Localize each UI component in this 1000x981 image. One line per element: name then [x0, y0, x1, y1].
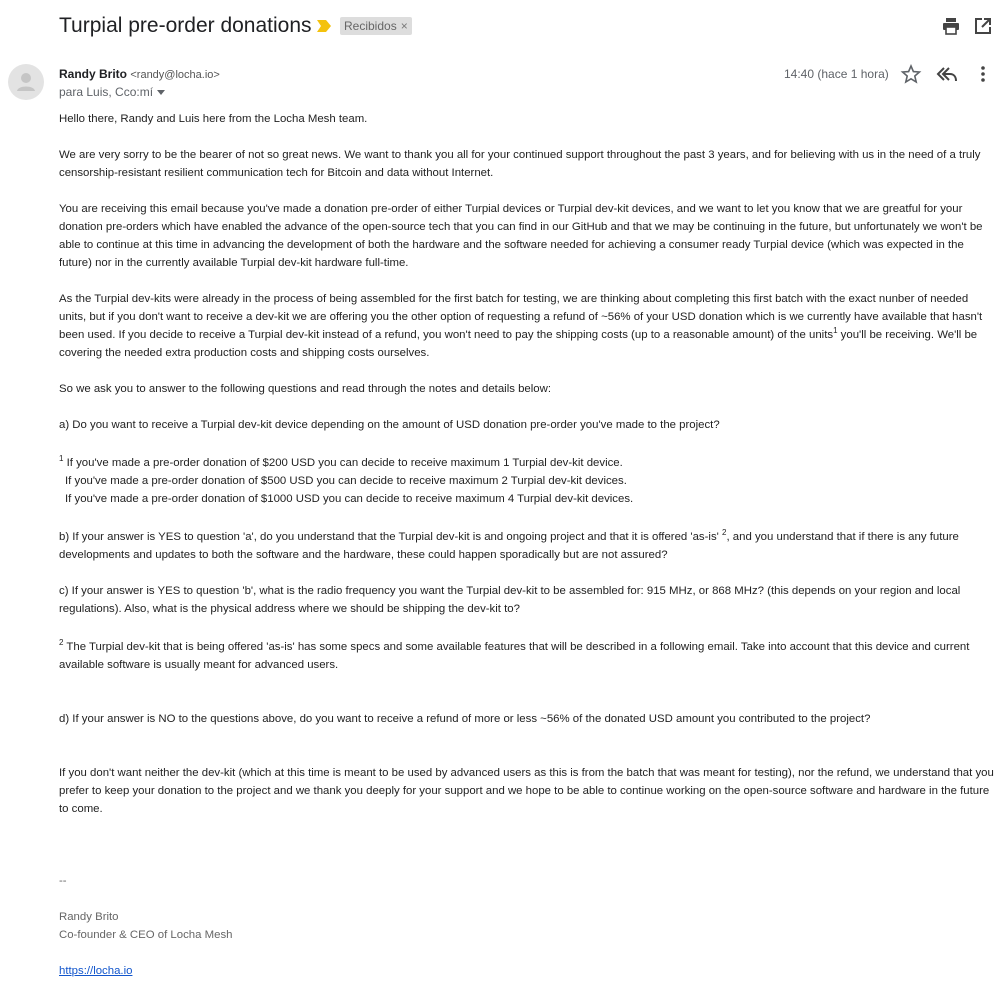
footnote-ref-2: 2 [722, 528, 727, 538]
label-chip-recibidos[interactable] [340, 17, 412, 35]
footnote-1-line-2: If you've made a pre-order donation of $500 USD you can decide to receive maximum 2 Turpial dev-kit devices. [65, 475, 627, 487]
paragraph-2: You are receiving this email because you've made a donation pre-order of either Turpial devices or Turpial dev-kit devices, and we want to let you know that we are greatful for your donation pre-orders which have enabled the advance of the open-source tech that you can find in our GitHub and that we may be continuing in the future, but unfortunately we won't be able to continue at this time in advancing the development of both the hardware and the software needed for achieving a consumer ready Turpial device (which was expected in the future) nor in the currently available Turpial dev-kit hardware full-time. [59, 203, 983, 269]
paragraph-4: So we ask you to answer to the following questions and read through the notes and details below: [59, 383, 552, 395]
recipients-toggle[interactable] [59, 85, 165, 99]
paragraph-3-text-b: you'll be receiving. We'll be covering the needed extra production costs and shipping costs ourselves. [59, 329, 978, 359]
question-c: c) If your answer is YES to question 'b', what is the radio frequency you want the Turpial dev-kit to be assembled for: 915 MHz, or 868 MHz? (this depends on your region and local regulations). Also, what is the physical address where we should be shipping the dev-kit to? [59, 585, 961, 615]
signature-separator: -- [59, 875, 67, 887]
open-in-new-window-icon[interactable] [973, 16, 993, 36]
email-body [59, 110, 995, 980]
sender-line [59, 67, 220, 81]
footnote-1-line-3: If you've made a pre-order donation of $1000 USD you can decide to receive maximum 4 Turpial dev-kit devices. [65, 493, 634, 505]
subject-row [59, 12, 990, 42]
question-d: d) If your answer is NO to the questions above, do you want to receive a refund of more or less ~56% of the donated USD amount you contributed to the project? [59, 713, 871, 725]
question-b-text-b: , and you understand that if there is any future developments and updates to both the software and the hardware, these could happen sporadically but are not assured? [59, 531, 959, 561]
avatar-icon[interactable] [8, 64, 44, 100]
recipients-text: para Luis, Cco:mí [59, 85, 154, 99]
email-subject: Turpial pre-order donations [59, 14, 312, 37]
email-timestamp: 14:40 (hace 1 hora) [784, 67, 889, 81]
footnote-2-text: The Turpial dev-kit that is being offered 'as-is' has some specs and some available features that will be described in a following email. Take into account that this device and current available software is usually meant for advanced users. [59, 641, 970, 671]
footnote-1-marker: 1 [59, 454, 64, 464]
question-b [59, 528, 995, 564]
signature-name: Randy Brito [59, 911, 119, 923]
print-icon[interactable] [941, 16, 961, 36]
sender-email: <randy@locha.io> [130, 69, 220, 81]
reply-all-icon[interactable] [936, 64, 958, 84]
star-icon[interactable] [900, 64, 922, 84]
question-b-text-a: b) If your answer is YES to question 'a', do you understand that the Turpial dev-kit is and ongoing project and that it is offered 'as-is' [59, 531, 722, 543]
more-vert-icon[interactable] [973, 64, 993, 84]
question-a: a) Do you want to receive a Turpial dev-kit device depending on the amount of USD donation pre-order you've made to the project? [59, 419, 720, 431]
paragraph-3 [59, 290, 995, 362]
label-remove-icon[interactable]: × [400, 19, 408, 33]
greeting: Hello there, Randy and Luis here from the Locha Mesh team. [59, 113, 368, 125]
footnote-1-line-1: If you've made a pre-order donation of $200 USD you can decide to receive maximum 1 Turpial dev-kit device. [63, 457, 623, 469]
paragraph-3-text-a: As the Turpial dev-kits were already in the process of being assembled for the first batch for testing, we are thinking about completing this first batch with the exact nunber of needed units, but if you don't want to receive a dev-kit we are offering you the other option of requesting a refund of ~56% of your USD donation which is we currently have available that hasn't been used. If you decide to receive a Turpial dev-kit instead of a refund, you won't need to pay the shipping costs (up to a reasonable amount) of the units [59, 293, 983, 341]
signature-link[interactable]: https://locha.io [59, 965, 133, 977]
sender-name[interactable]: Randy Brito [59, 67, 128, 81]
importance-marker-icon[interactable] [317, 20, 331, 32]
footnote-1 [59, 454, 995, 472]
footnote-2-marker: 2 [59, 638, 64, 648]
footnote-2 [59, 638, 995, 674]
footnote-ref-1: 1 [833, 326, 838, 336]
chevron-down-icon[interactable] [157, 90, 165, 95]
closing-paragraph: If you don't want neither the dev-kit (which at this time is meant to be used by advanced users as this is from the batch that was meant for testing), nor the refund, we understand that you prefer to keep your donation to the project and we thank you deeply for your support and we hope to be able to continue working on the open-source software and hardware in the future to come. [59, 767, 994, 815]
signature-title: Co-founder & CEO of Locha Mesh [59, 929, 233, 941]
paragraph-1: We are very sorry to be the bearer of not so great news. We want to thank you all for your continued support throughout the past 3 years, and for believing with us in the need of a truly censorship-resistant resilient communication tech for Bitcoin and data without Internet. [59, 149, 981, 179]
label-chip-text: Recibidos [344, 19, 397, 33]
